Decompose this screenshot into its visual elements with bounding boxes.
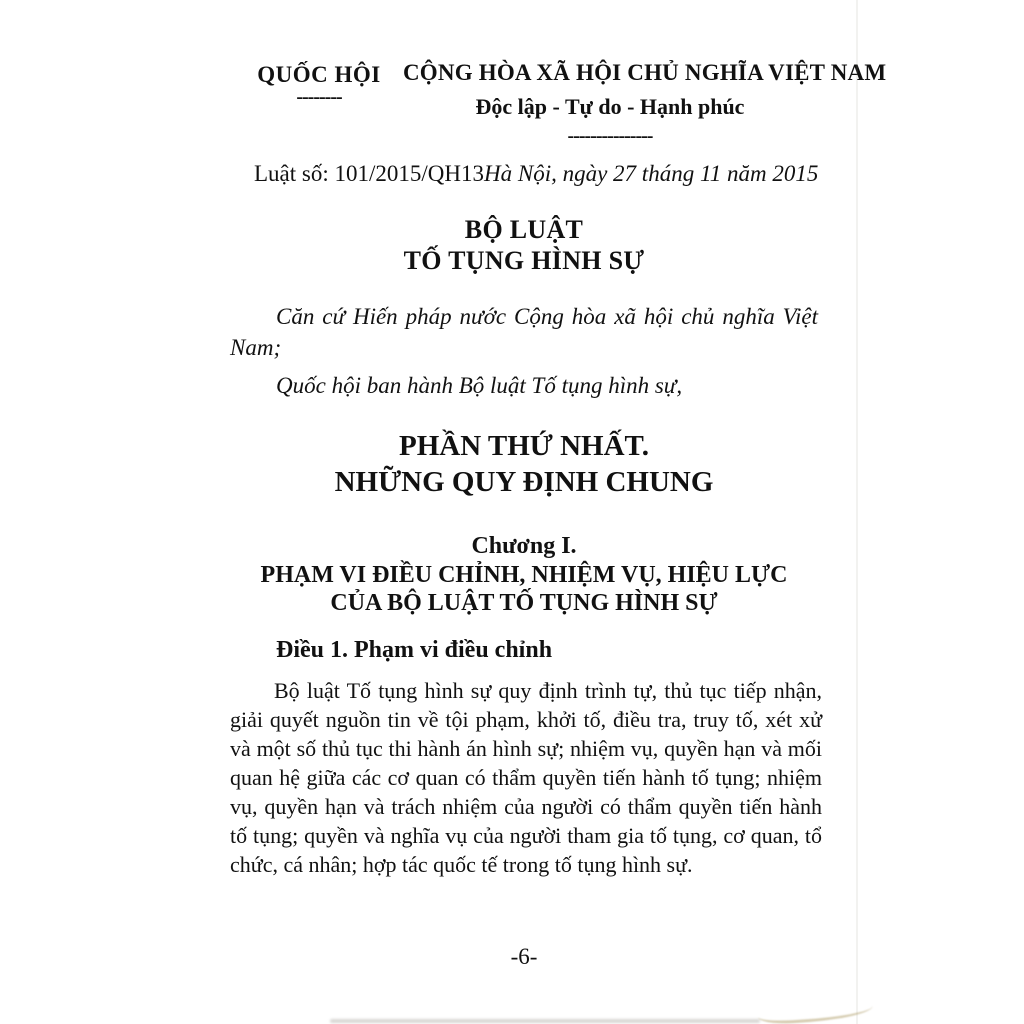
chapter-title-line2: CỦA BỘ LUẬT TỐ TỤNG HÌNH SỰ — [330, 590, 718, 616]
preamble — [230, 301, 818, 408]
separator-dashes-right: --------------- — [567, 125, 653, 147]
part-heading-line2: NHỮNG QUY ĐỊNH CHUNG — [334, 466, 714, 498]
document-title — [230, 214, 818, 276]
part-heading-line1: PHẦN THỨ NHẤT. — [399, 430, 649, 462]
issue-date-place: Hà Nội, ngày 27 tháng 11 năm 2015 — [484, 161, 819, 186]
preamble-paragraph-2: Quốc hội ban hành Bộ luật Tố tụng hình sự, — [276, 373, 683, 398]
header-left-block — [238, 62, 400, 106]
law-number: Luật số: 101/2015/QH13 — [254, 161, 484, 186]
preamble-paragraph-1: Căn cứ Hiến pháp nước Cộng hòa xã hội chủ nghĩa Việt Nam; — [230, 304, 818, 360]
country-name: CỘNG HÒA XÃ HỘI CHỦ NGHĨA VIỆT NAM — [403, 60, 887, 85]
part-heading — [230, 428, 818, 500]
bottom-scan-shadow — [330, 1019, 760, 1023]
meta-row — [254, 161, 819, 187]
article-heading: Điều 1. Phạm vi điều chỉnh — [276, 637, 553, 663]
page-edge-line — [856, 0, 858, 1024]
page-number: -6- — [510, 944, 538, 969]
document-title-line2: TỐ TỤNG HÌNH SỰ — [403, 246, 645, 275]
chapter-heading — [210, 532, 838, 617]
chapter-title-line1: PHẠM VI ĐIỀU CHỈNH, NHIỆM VỤ, HIỆU LỰC — [260, 562, 788, 588]
document-title-line1: BỘ LUẬT — [464, 215, 584, 244]
article-body-paragraph: Bộ luật Tố tụng hình sự quy định trình tự, thủ tục tiếp nhận, giải quyết nguồn tin về tội phạm, khởi tố, điều tra, truy tố, xét xử và một số thủ tục thi hành án hình sự; nhiệm vụ, quyền hạn và mối quan hệ giữa các cơ quan có thẩm quyền tiến hành tố tụng; nhiệm vụ, quyền hạn và trách nhiệm của người có thẩm quyền tiến hành tố tụng; quyền và nghĩa vụ của người tham gia tố tụng, cơ quan, tổ chức, cá nhân; hợp tác quốc tế trong tố tụng hình sự. — [230, 678, 822, 877]
issuing-authority: QUỐC HỘI — [257, 62, 381, 87]
header-right-block — [403, 60, 887, 147]
national-motto: Độc lập - Tự do - Hạnh phúc — [475, 94, 745, 119]
chapter-number: Chương I. — [471, 533, 577, 559]
separator-dashes-left: -------- — [296, 86, 342, 108]
